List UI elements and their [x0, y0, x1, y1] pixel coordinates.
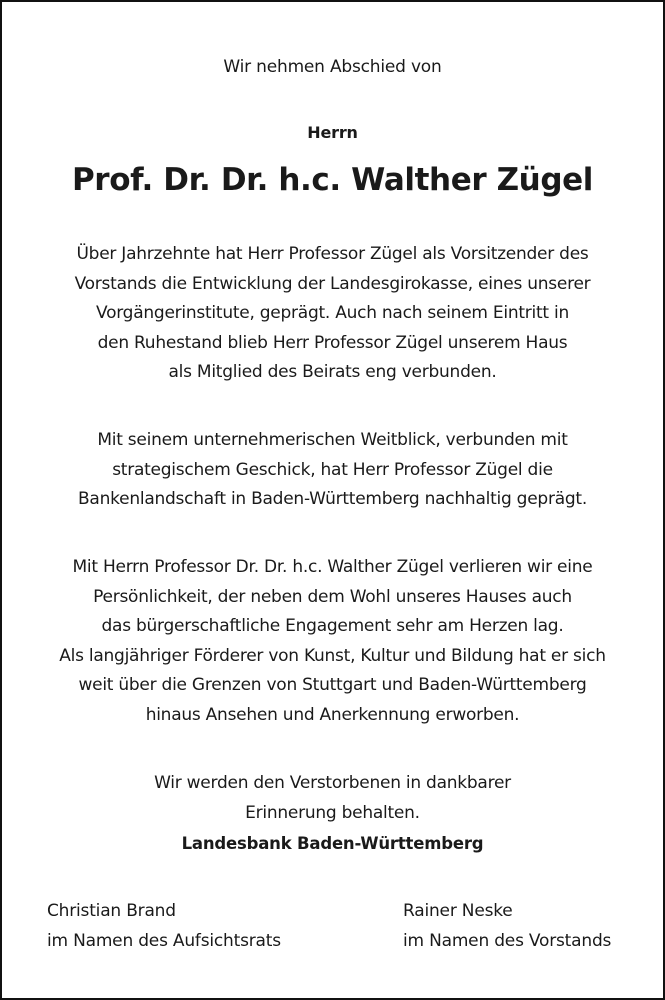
paragraph-line: Bankenlandschaft in Baden-Württemberg nachhaltig geprägt. [78, 489, 587, 509]
paragraph-line: weit über die Grenzen von Stuttgart und Baden-Württemberg [78, 675, 587, 695]
paragraph-line: das bürgerschaftliche Engagement sehr am Herzen lag. [101, 616, 564, 636]
deceased-name: Prof. Dr. Dr. h.c. Walther Zügel [71, 162, 593, 198]
signatory-name: Christian Brand [47, 901, 176, 921]
paragraph-engagement [2, 553, 663, 730]
signatory-name: Rainer Neske [403, 901, 513, 921]
signatory-right [403, 897, 611, 956]
paragraph-line: Vorgängerinstitute, geprägt. Auch nach seinem Eintritt in [96, 303, 569, 323]
paragraph-line: Als langjähriger Förderer von Kunst, Kultur und Bildung hat er sich [59, 645, 606, 666]
paragraph-line: Wir werden den Verstorbenen in dankbarer [154, 773, 511, 793]
organization-name: Landesbank Baden-Württemberg [181, 834, 484, 853]
paragraph-remembrance [2, 769, 663, 828]
paragraph-line: Erinnerung behalten. [245, 802, 420, 823]
signatory-left [47, 897, 281, 956]
paragraph-career [2, 240, 663, 388]
paragraph-line: Über Jahrzehnte hat Herr Professor Zügel als Vorsitzender des [76, 244, 589, 264]
paragraph-line: den Ruhestand blieb Herr Professor Zügel unserem Haus [97, 332, 568, 353]
paragraph-line: Vorstands die Entwicklung der Landesgirokasse, eines unserer [74, 273, 591, 294]
paragraph-line: Persönlichkeit, der neben dem Wohl unseres Hauses auch [93, 586, 572, 607]
paragraph-line: Mit seinem unternehmerischen Weitblick, verbunden mit [97, 430, 568, 450]
paragraph-line: strategischem Geschick, hat Herr Professor Zügel die [112, 459, 553, 480]
intro-line: Wir nehmen Abschied von [223, 57, 442, 77]
paragraph-line: Mit Herrn Professor Dr. Dr. h.c. Walther Zügel verlieren wir eine [72, 557, 593, 577]
paragraph-vision [2, 426, 663, 515]
paragraph-line: als Mitglied des Beirats eng verbunden. [168, 362, 497, 382]
salutation: Herrn [307, 123, 358, 142]
signatory-role: im Namen des Aufsichtsrats [47, 930, 281, 951]
paragraph-line: hinaus Ansehen und Anerkennung erworben. [145, 704, 520, 725]
signatory-role: im Namen des Vorstands [403, 930, 612, 951]
